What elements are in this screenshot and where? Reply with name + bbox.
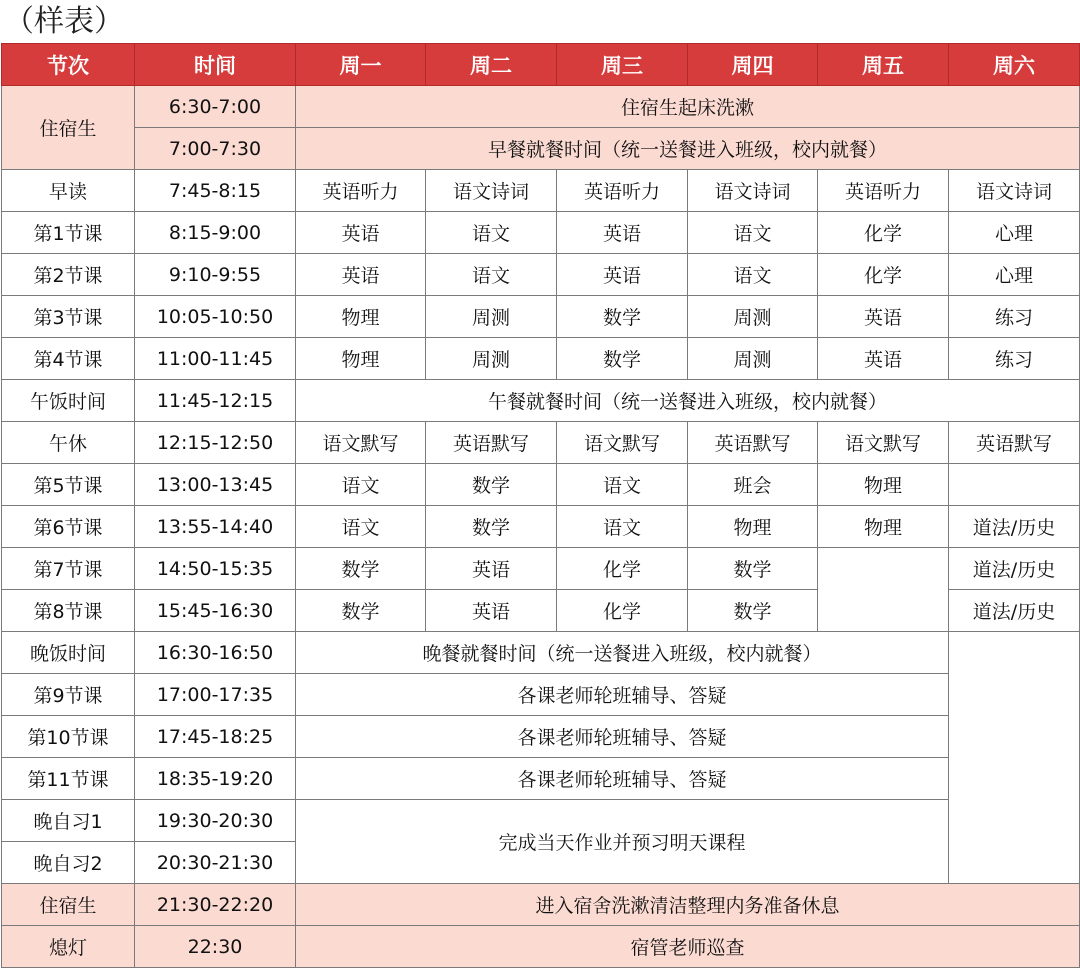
cell-sat: 道法/历史 xyxy=(949,548,1080,590)
row-label: 住宿生 xyxy=(2,884,135,926)
row-time: 17:45-18:25 xyxy=(135,716,296,758)
cell-sat: 道法/历史 xyxy=(949,590,1080,632)
table-row xyxy=(2,506,1080,548)
row-label: 晚自习2 xyxy=(2,842,135,884)
cell-wed: 语文 xyxy=(557,464,688,506)
table-row xyxy=(2,674,1080,716)
cell-fri: 物理 xyxy=(818,506,949,548)
merged-activity: 住宿生起床洗漱 xyxy=(296,86,1080,128)
cell-wed: 化学 xyxy=(557,590,688,632)
timetable xyxy=(1,43,1080,968)
merged-activity: 午餐就餐时间（统一送餐进入班级，校内就餐） xyxy=(296,380,1080,422)
cell-thu: 语文 xyxy=(688,212,818,254)
row-label: 午饭时间 xyxy=(2,380,135,422)
cell-mon: 物理 xyxy=(296,338,426,380)
table-row xyxy=(2,170,1080,212)
cell-thu: 数学 xyxy=(688,548,818,590)
cell-sat: 练习 xyxy=(949,338,1080,380)
row-time: 7:00-7:30 xyxy=(135,128,296,170)
row-time: 14:50-15:35 xyxy=(135,548,296,590)
cell-thu: 班会 xyxy=(688,464,818,506)
header-wed: 周三 xyxy=(557,44,688,86)
row-label: 早读 xyxy=(2,170,135,212)
merged-activity: 宿管老师巡查 xyxy=(296,926,1080,968)
merged-activity: 各课老师轮班辅导、答疑 xyxy=(296,674,949,716)
cell-sat: 英语默写 xyxy=(949,422,1080,464)
table-row xyxy=(2,128,1080,170)
table-row xyxy=(2,548,1080,590)
cell-fri: 英语 xyxy=(818,296,949,338)
table-row xyxy=(2,296,1080,338)
cell-mon: 语文 xyxy=(296,464,426,506)
row-label: 第11节课 xyxy=(2,758,135,800)
cell-wed: 英语 xyxy=(557,212,688,254)
header-fri: 周五 xyxy=(818,44,949,86)
row-label: 熄灯 xyxy=(2,926,135,968)
cell-tue: 英语 xyxy=(426,548,557,590)
row-label: 第3节课 xyxy=(2,296,135,338)
cell-fri: 化学 xyxy=(818,212,949,254)
header-tue: 周二 xyxy=(426,44,557,86)
cell-sat: 练习 xyxy=(949,296,1080,338)
page-caption: （样表） xyxy=(4,4,124,39)
cell-mon: 数学 xyxy=(296,548,426,590)
row-label: 第5节课 xyxy=(2,464,135,506)
cell-wed: 英语 xyxy=(557,254,688,296)
cell-thu: 英语默写 xyxy=(688,422,818,464)
cell-thu: 周测 xyxy=(688,296,818,338)
cell-sat: 心理 xyxy=(949,212,1080,254)
table-row xyxy=(2,422,1080,464)
cell-mon: 英语 xyxy=(296,212,426,254)
cell-thu: 语文 xyxy=(688,254,818,296)
header-row xyxy=(2,44,1080,86)
empty-sat-cell xyxy=(949,632,1080,884)
row-time: 11:00-11:45 xyxy=(135,338,296,380)
table-row xyxy=(2,212,1080,254)
table-row xyxy=(2,800,1080,842)
row-time: 19:30-20:30 xyxy=(135,800,296,842)
cell-mon: 语文默写 xyxy=(296,422,426,464)
merged-activity: 进入宿舍洗漱清洁整理内务准备休息 xyxy=(296,884,1080,926)
table-row xyxy=(2,254,1080,296)
row-label: 住宿生 xyxy=(2,86,135,170)
row-time: 8:15-9:00 xyxy=(135,212,296,254)
cell-sat xyxy=(949,464,1080,506)
cell-wed: 英语听力 xyxy=(557,170,688,212)
table-row xyxy=(2,926,1080,968)
cell-tue: 语文诗词 xyxy=(426,170,557,212)
row-time: 18:35-19:20 xyxy=(135,758,296,800)
row-label: 第6节课 xyxy=(2,506,135,548)
row-time: 12:15-12:50 xyxy=(135,422,296,464)
header-period: 节次 xyxy=(2,44,135,86)
table-row xyxy=(2,464,1080,506)
row-time: 13:00-13:45 xyxy=(135,464,296,506)
row-time: 21:30-22:20 xyxy=(135,884,296,926)
table-row xyxy=(2,380,1080,422)
row-label: 午休 xyxy=(2,422,135,464)
row-time: 10:05-10:50 xyxy=(135,296,296,338)
cell-thu: 数学 xyxy=(688,590,818,632)
cell-wed: 语文默写 xyxy=(557,422,688,464)
cell-thu: 语文诗词 xyxy=(688,170,818,212)
row-label: 第1节课 xyxy=(2,212,135,254)
table-row xyxy=(2,632,1080,674)
row-time: 13:55-14:40 xyxy=(135,506,296,548)
cell-tue: 周测 xyxy=(426,296,557,338)
row-time: 11:45-12:15 xyxy=(135,380,296,422)
row-label: 第4节课 xyxy=(2,338,135,380)
row-time: 9:10-9:55 xyxy=(135,254,296,296)
cell-sat: 语文诗词 xyxy=(949,170,1080,212)
row-time: 16:30-16:50 xyxy=(135,632,296,674)
cell-tue: 周测 xyxy=(426,338,557,380)
merged-activity: 完成当天作业并预习明天课程 xyxy=(296,800,949,884)
row-label: 晚自习1 xyxy=(2,800,135,842)
header-thu: 周四 xyxy=(688,44,818,86)
row-time: 22:30 xyxy=(135,926,296,968)
row-time: 6:30-7:00 xyxy=(135,86,296,128)
cell-tue: 数学 xyxy=(426,506,557,548)
cell-fri: 物理 xyxy=(818,464,949,506)
cell-sat: 心理 xyxy=(949,254,1080,296)
cell-fri xyxy=(818,548,949,632)
cell-thu: 周测 xyxy=(688,338,818,380)
cell-mon: 英语 xyxy=(296,254,426,296)
merged-activity: 各课老师轮班辅导、答疑 xyxy=(296,758,949,800)
row-time: 7:45-8:15 xyxy=(135,170,296,212)
cell-tue: 英语 xyxy=(426,590,557,632)
cell-mon: 数学 xyxy=(296,590,426,632)
cell-wed: 数学 xyxy=(557,296,688,338)
merged-activity: 早餐就餐时间（统一送餐进入班级，校内就餐） xyxy=(296,128,1080,170)
cell-fri: 英语听力 xyxy=(818,170,949,212)
header-sat: 周六 xyxy=(949,44,1080,86)
row-time: 17:00-17:35 xyxy=(135,674,296,716)
cell-fri: 化学 xyxy=(818,254,949,296)
row-label: 第2节课 xyxy=(2,254,135,296)
cell-tue: 数学 xyxy=(426,464,557,506)
cell-mon: 物理 xyxy=(296,296,426,338)
cell-wed: 语文 xyxy=(557,506,688,548)
merged-activity: 各课老师轮班辅导、答疑 xyxy=(296,716,949,758)
merged-activity: 晚餐就餐时间（统一送餐进入班级，校内就餐） xyxy=(296,632,949,674)
header-mon: 周一 xyxy=(296,44,426,86)
row-label: 第9节课 xyxy=(2,674,135,716)
row-label: 第8节课 xyxy=(2,590,135,632)
table-row xyxy=(2,884,1080,926)
cell-tue: 语文 xyxy=(426,212,557,254)
cell-sat: 道法/历史 xyxy=(949,506,1080,548)
cell-wed: 化学 xyxy=(557,548,688,590)
row-label: 第7节课 xyxy=(2,548,135,590)
table-row xyxy=(2,86,1080,128)
cell-thu: 物理 xyxy=(688,506,818,548)
row-time: 20:30-21:30 xyxy=(135,842,296,884)
cell-fri: 英语 xyxy=(818,338,949,380)
cell-mon: 英语听力 xyxy=(296,170,426,212)
cell-tue: 英语默写 xyxy=(426,422,557,464)
header-time: 时间 xyxy=(135,44,296,86)
row-label: 晚饭时间 xyxy=(2,632,135,674)
cell-mon: 语文 xyxy=(296,506,426,548)
cell-fri: 语文默写 xyxy=(818,422,949,464)
cell-tue: 语文 xyxy=(426,254,557,296)
table-row xyxy=(2,338,1080,380)
row-time: 15:45-16:30 xyxy=(135,590,296,632)
table-row xyxy=(2,716,1080,758)
row-label: 第10节课 xyxy=(2,716,135,758)
table-row xyxy=(2,758,1080,800)
cell-wed: 数学 xyxy=(557,338,688,380)
